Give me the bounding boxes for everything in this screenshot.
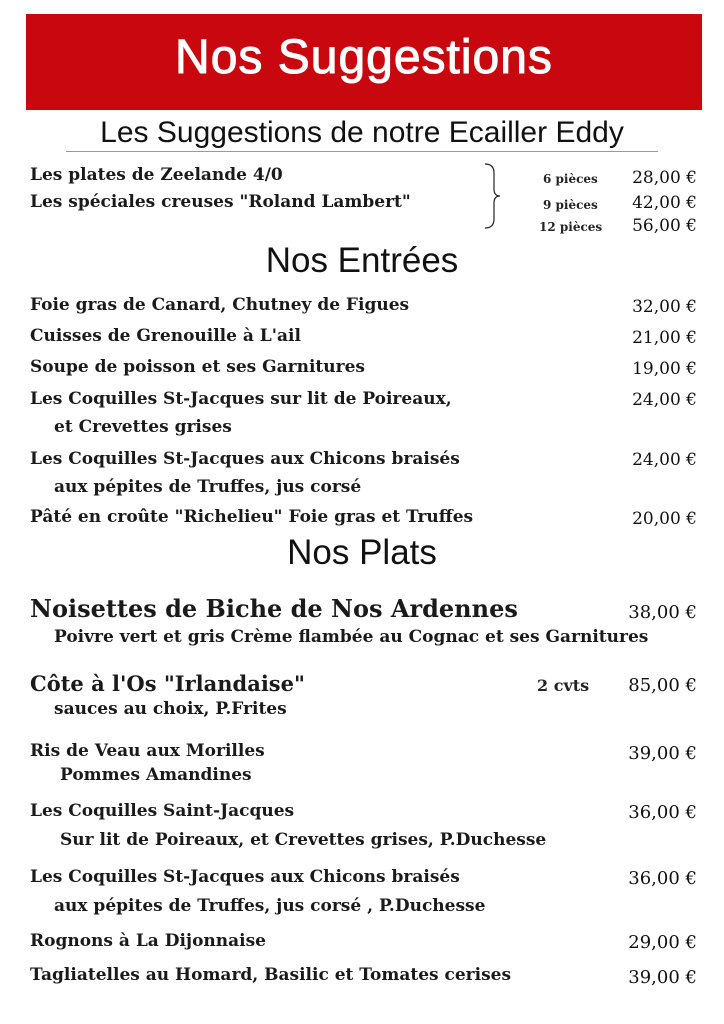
entree-item: Les Coquilles St-Jacques sur lit de Poireaux, xyxy=(30,389,452,409)
oyster-price: 28,00 € xyxy=(632,168,697,188)
oyster-item: Les plates de Zeelande 4/0 xyxy=(30,165,283,185)
oyster-qty: 6 pièces xyxy=(543,172,598,186)
entree-item: Foie gras de Canard, Chutney de Figues xyxy=(30,295,410,315)
plat-desc: Pommes Amandines xyxy=(60,765,252,785)
entree-item: Cuisses de Grenouille à L'ail xyxy=(30,326,301,346)
page-title: Nos Suggestions xyxy=(175,31,553,84)
entrees-title: Nos Entrées xyxy=(265,241,459,280)
plat-price: 85,00 € xyxy=(628,675,697,696)
plat-desc: sauces au choix, P.Frites xyxy=(54,699,287,719)
plat-item: Les Coquilles Saint-Jacques xyxy=(30,801,295,821)
entree-price: 32,00 € xyxy=(632,297,697,317)
entree-desc: et Crevettes grises xyxy=(54,417,232,437)
brace-icon xyxy=(484,163,504,229)
plat-item: Rognons à La Dijonnaise xyxy=(30,931,266,951)
plats-title: Nos Plats xyxy=(287,533,437,572)
entree-desc: aux pépites de Truffes, jus corsé xyxy=(54,477,362,497)
plat-price: 38,00 € xyxy=(628,602,697,623)
oyster-price: 56,00 € xyxy=(632,216,697,236)
oyster-item: Les spéciales creuses "Roland Lambert" xyxy=(30,192,411,212)
entree-item: Soupe de poisson et ses Garnitures xyxy=(30,357,365,377)
plat-qty: 2 cvts xyxy=(537,676,590,695)
plat-price: 39,00 € xyxy=(628,743,697,764)
plat-price: 36,00 € xyxy=(628,802,697,823)
oysters-title: Les Suggestions de notre Ecailler Eddy xyxy=(100,116,624,149)
plat-item: Les Coquilles St-Jacques aux Chicons braisés xyxy=(30,867,460,887)
oysters-title-underline xyxy=(66,151,658,152)
plat-price: 39,00 € xyxy=(628,967,697,988)
entree-price: 21,00 € xyxy=(632,328,697,348)
entree-item: Pâté en croûte "Richelieu" Foie gras et Truffes xyxy=(30,507,474,527)
plat-item: Noisettes de Biche de Nos Ardennes xyxy=(30,594,518,623)
plat-desc: aux pépites de Truffes, jus corsé , P.Duchesse xyxy=(54,896,486,916)
plat-desc: Poivre vert et gris Crème flambée au Cognac et ses Garnitures xyxy=(54,627,649,647)
plat-price: 36,00 € xyxy=(628,868,697,889)
entree-price: 19,00 € xyxy=(632,359,697,379)
entree-price: 24,00 € xyxy=(632,390,697,410)
oyster-qty: 12 pièces xyxy=(539,220,603,234)
plat-desc: Sur lit de Poireaux, et Crevettes grises, P.Duchesse xyxy=(60,830,547,850)
header-banner xyxy=(26,14,702,110)
plat-item: Ris de Veau aux Morilles xyxy=(30,741,265,761)
plat-price: 29,00 € xyxy=(628,932,697,953)
entree-price: 20,00 € xyxy=(632,509,697,529)
entree-price: 24,00 € xyxy=(632,450,697,470)
oyster-qty: 9 pièces xyxy=(543,198,598,212)
plat-item: Tagliatelles au Homard, Basilic et Tomates cerises xyxy=(30,965,512,985)
plat-item: Côte à l'Os "Irlandaise" xyxy=(30,671,305,696)
entree-item: Les Coquilles St-Jacques aux Chicons braisés xyxy=(30,449,460,469)
oyster-price: 42,00 € xyxy=(632,193,697,213)
